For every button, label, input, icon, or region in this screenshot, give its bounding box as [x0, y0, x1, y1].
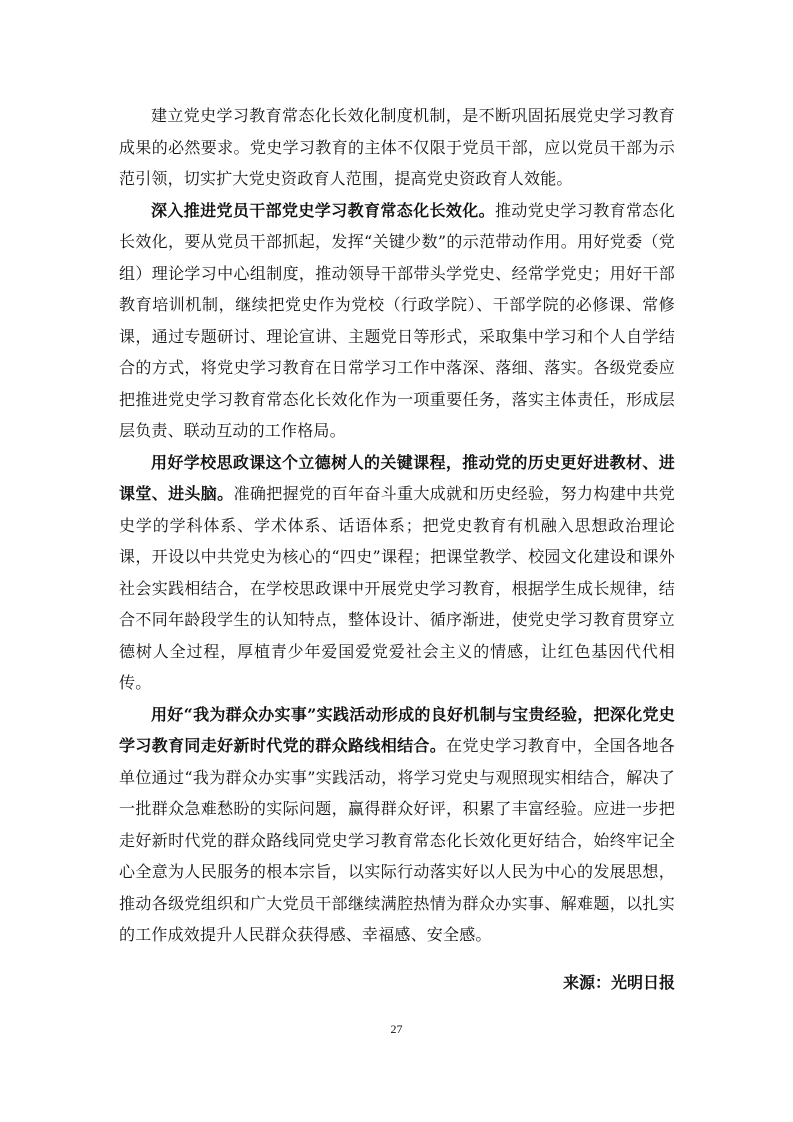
- paragraph-1-text: 建立党史学习教育常态化长效化制度机制，是不断巩固拓展党史学习教育成果的必然要求。党史学习教育的主体不仅限于党员干部，应以党员干部为示范引领，切实扩大党史资政育人范围，提高党史资政育人效能。: [119, 106, 675, 188]
- article-body: [119, 100, 675, 951]
- paragraph-1: [119, 100, 675, 195]
- source-credit: 来源：光明日报: [562, 973, 675, 992]
- paragraph-3: [119, 447, 675, 699]
- paragraph-4-lead: 用好“我为群众办实事”实践活动形成的良好机制与宝贵经验，把深化党史学习教育同走好新时代党的群众路线相结合。: [119, 704, 675, 755]
- paragraph-2-lead: 深入推进党员干部党史学习教育常态化长效化。: [151, 200, 495, 220]
- paragraph-2-text: 推动党史学习教育常态化长效化，要从党员干部抓起，发挥“关键少数”的示范带动作用。用好党委（党组）理论学习中心组制度，推动领导干部带头学党史、经常学党史；用好干部教育培训机制，继续把党史作为党校（行政学院）、干部学院的必修课、常修课，通过专题研讨、理论宣讲、主题党日等形式，采取集中学习和个人自学结合的方式，将党史学习教育在日常学习工作中落深、落细、落实。各级党委应把推进党史学习教育常态化长效化作为一项重要任务，落实主体责任，形成层层负责、联动互动的工作格局。: [119, 200, 676, 440]
- paragraph-4-text: 在党史学习教育中，全国各地各单位通过“我为群众办实事”实践活动，将学习党史与观照现实相结合，解决了一批群众急难愁盼的实际问题，赢得群众好评，积累了丰富经验。应进一步把走好新时代党的群众路线同党史学习教育常态化长效化更好结合，始终牢记全心全意为人民服务的根本宗旨，以实际行动落实好以人民为中心的发展思想，推动各级党组织和广大党员干部继续满腔热情为群众办实事、解难题，以扎实的工作成效提升人民群众获得感、幸福感、安全感。: [119, 736, 675, 944]
- paragraph-2: [119, 195, 675, 447]
- paragraph-3-lead: 用好学校思政课这个立德树人的关键课程，推动党的历史更好进教材、进课堂、进头脑。: [119, 452, 675, 503]
- page-number: 27: [390, 1022, 403, 1036]
- paragraph-4: [119, 699, 675, 951]
- paragraph-3-text: 准确把握党的百年奋斗重大成就和历史经验，努力构建中共党史学的学科体系、学术体系、话语体系；把党史教育有机融入思想政治理论课，开设以中共党史为核心的“四史”课程；把课堂教学、校园文化建设和课外社会实践相结合，在学校思政课中开展党史学习教育，根据学生成长规律，结合不同年龄段学生的认知特点，整体设计、循序渐进，使党史学习教育贯穿立德树人全过程，厚植青少年爱国爱党爱社会主义的情感，让红色基因代代相传。: [119, 484, 676, 692]
